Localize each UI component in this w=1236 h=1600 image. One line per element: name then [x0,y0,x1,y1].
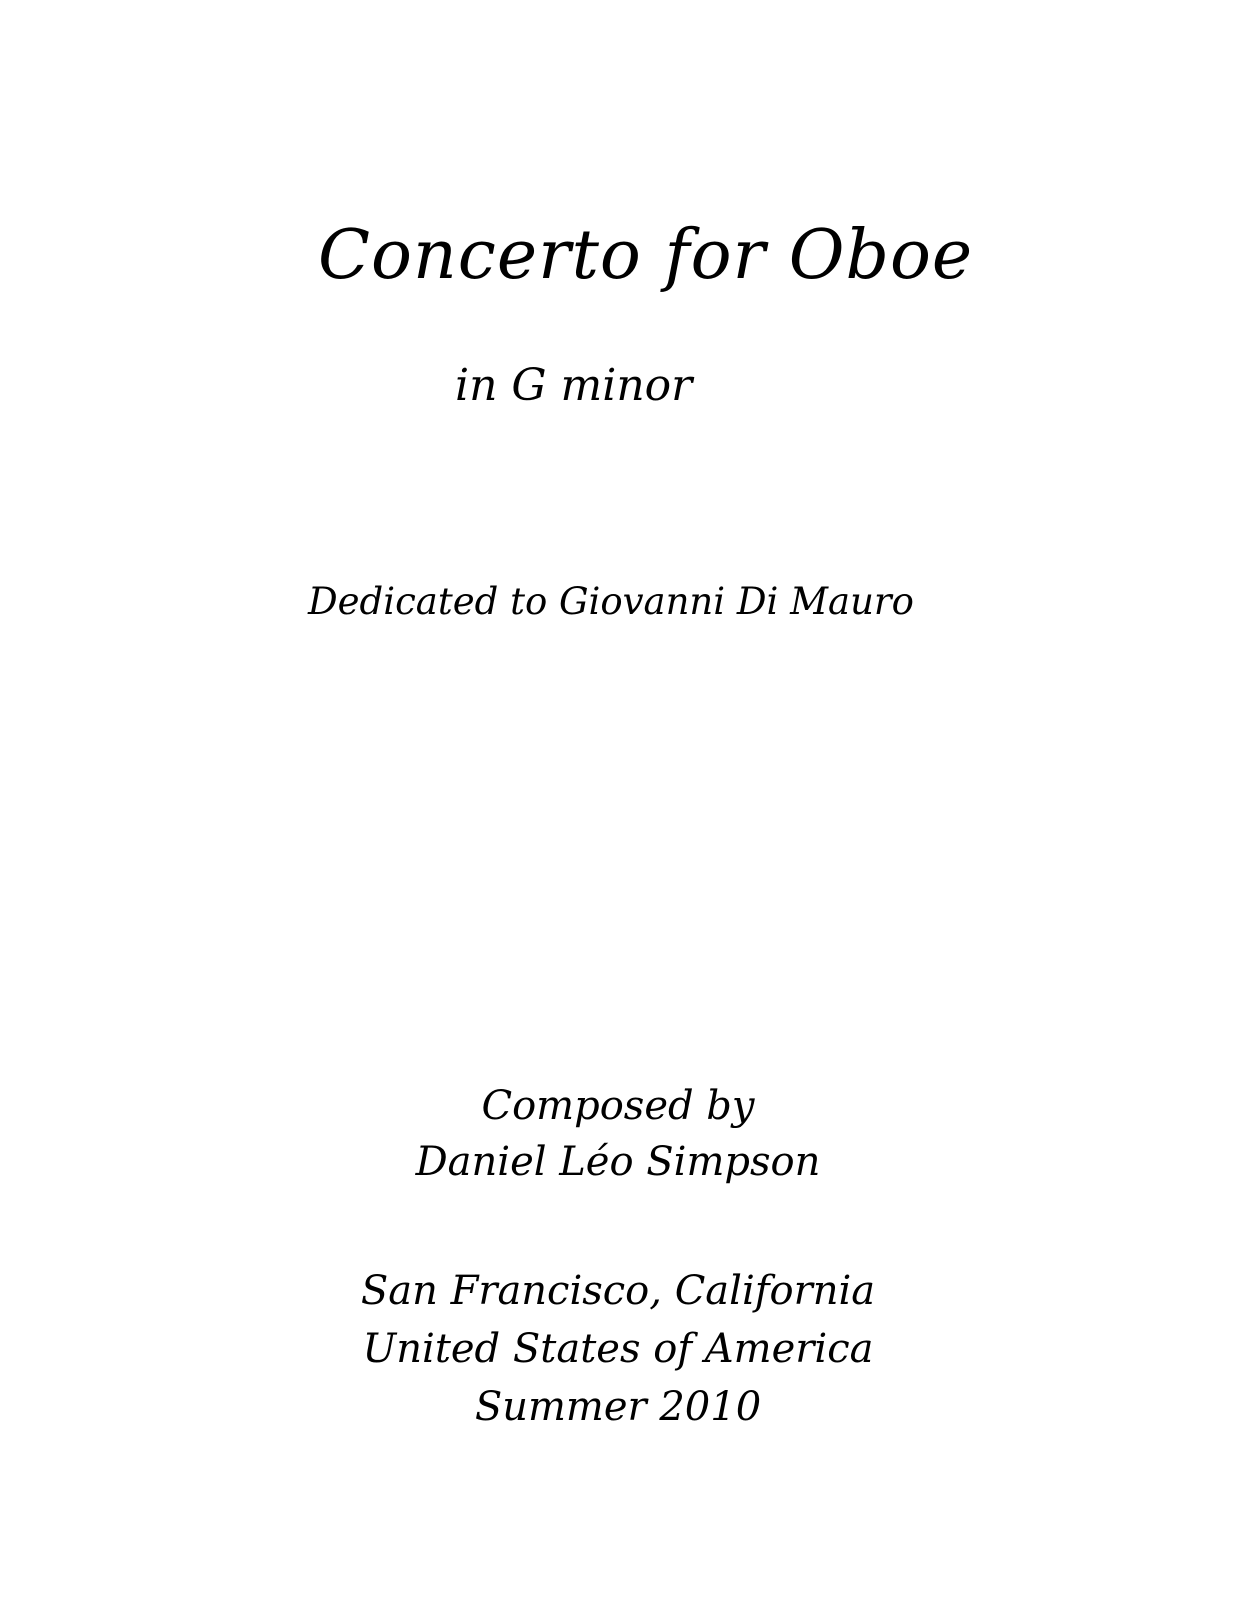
key-subtitle: in G minor [455,360,693,411]
place-and-date [0,1262,1236,1436]
city-line: San Francisco, California [360,1268,876,1314]
composer-name: Daniel Léo Simpson [415,1139,821,1185]
document-title: Concerto for Oboe [318,216,974,295]
composed-by-label: Composed by [481,1083,755,1129]
composer-credit [0,1078,1236,1190]
dedication: Dedicated to Giovanni Di Mauro [308,580,914,623]
date-line: Summer 2010 [474,1384,762,1430]
country-line: United States of America [362,1326,874,1372]
